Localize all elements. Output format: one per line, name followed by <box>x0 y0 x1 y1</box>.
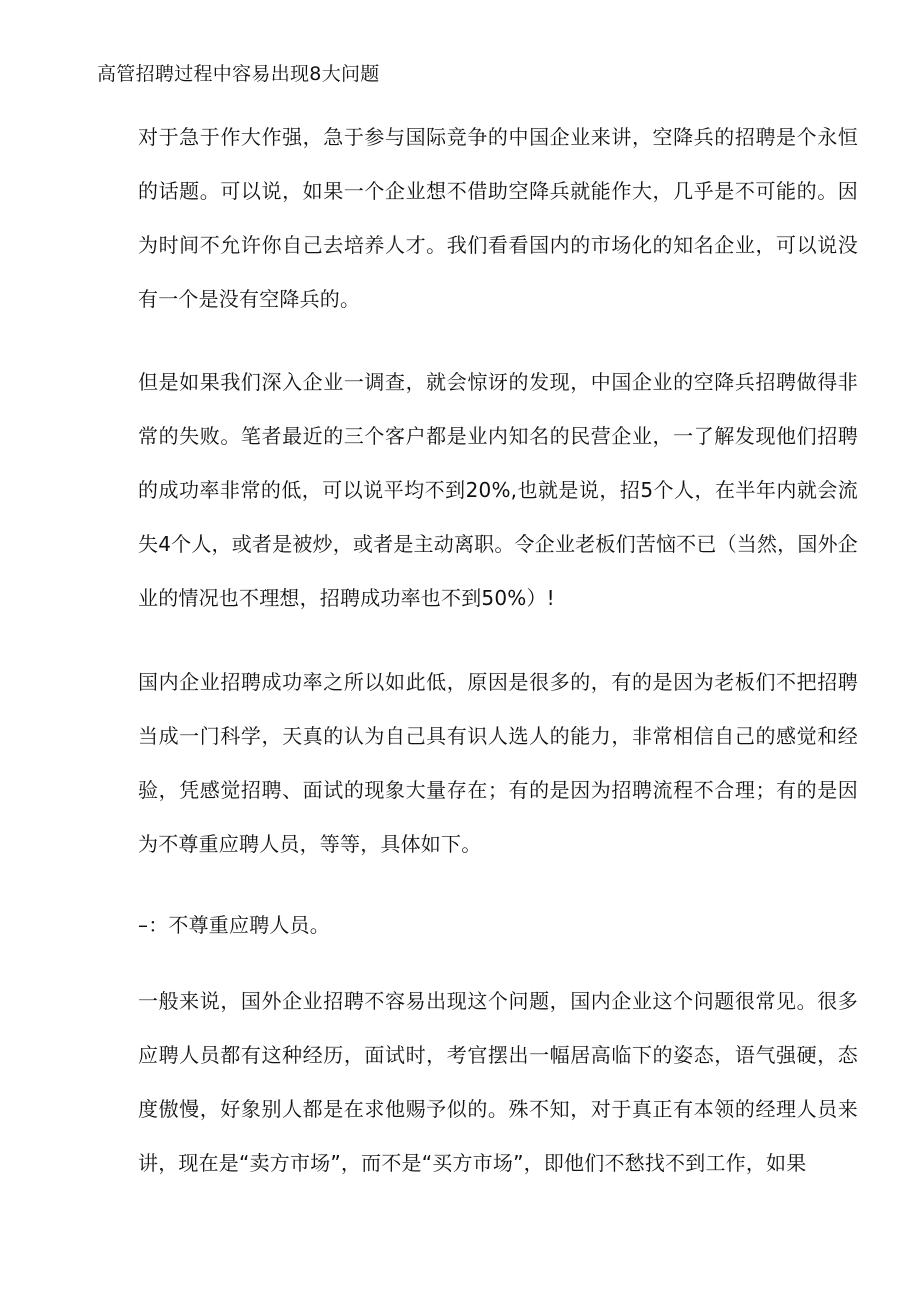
section-heading: –：不尊重应聘人员。 <box>138 913 330 937</box>
paragraph-reasons: 国内企业招聘成功率之所以如此低，原因是很多的，有的是因为老板们不把招聘当成一门科学，天真的认为自己具有识人选人的能力，非常相信自己的感觉和经验，凭感觉招聘、面试的现象大量存在；有的是因为招聘流程不合理；有的是因为不尊重应聘人员，等等，具体如下。 <box>138 670 858 856</box>
document-title: 高管招聘过程中容易出现8大问题 <box>97 63 380 85</box>
paragraph-intro: 对于急于作大作强，急于参与国际竞争的中国企业来讲，空降兵的招聘是个永恒的话题。可以说，如果一个企业想不借助空降兵就能作大，几乎是不可能的。因为时间不允许你自己去培养人才。我们看看国内的市场化的知名企业，可以说没有一个是没有空降兵的。 <box>138 125 858 311</box>
paragraph-section-body: 一般来说，国外企业招聘不容易出现这个问题，国内企业这个问题很常见。很多应聘人员都有这种经历，面试时，考官摆出一幅居高临下的姿态，语气强硬，态度傲慢，好象别人都是在求他赐予似的。殊不知，对于真正有本领的经理人员来讲，现在是“卖方市场”，而不是“买方市场”，即他们不愁找不到工作，如果 <box>138 989 858 1175</box>
paragraph-failure-rate: 但是如果我们深入企业一调查，就会惊讶的发现，中国企业的空降兵招聘做得非常的失败。笔者最近的三个客户都是业内知名的民营企业，一了解发现他们招聘的成功率非常的低，可以说平均不到20%,也就是说，招5个人，在半年内就会流失4个人，或者是被炒，或者是主动离职。令企业老板们苦恼不已（当然，国外企业的情况也不理想，招聘成功率也不到50%）! <box>138 370 858 610</box>
